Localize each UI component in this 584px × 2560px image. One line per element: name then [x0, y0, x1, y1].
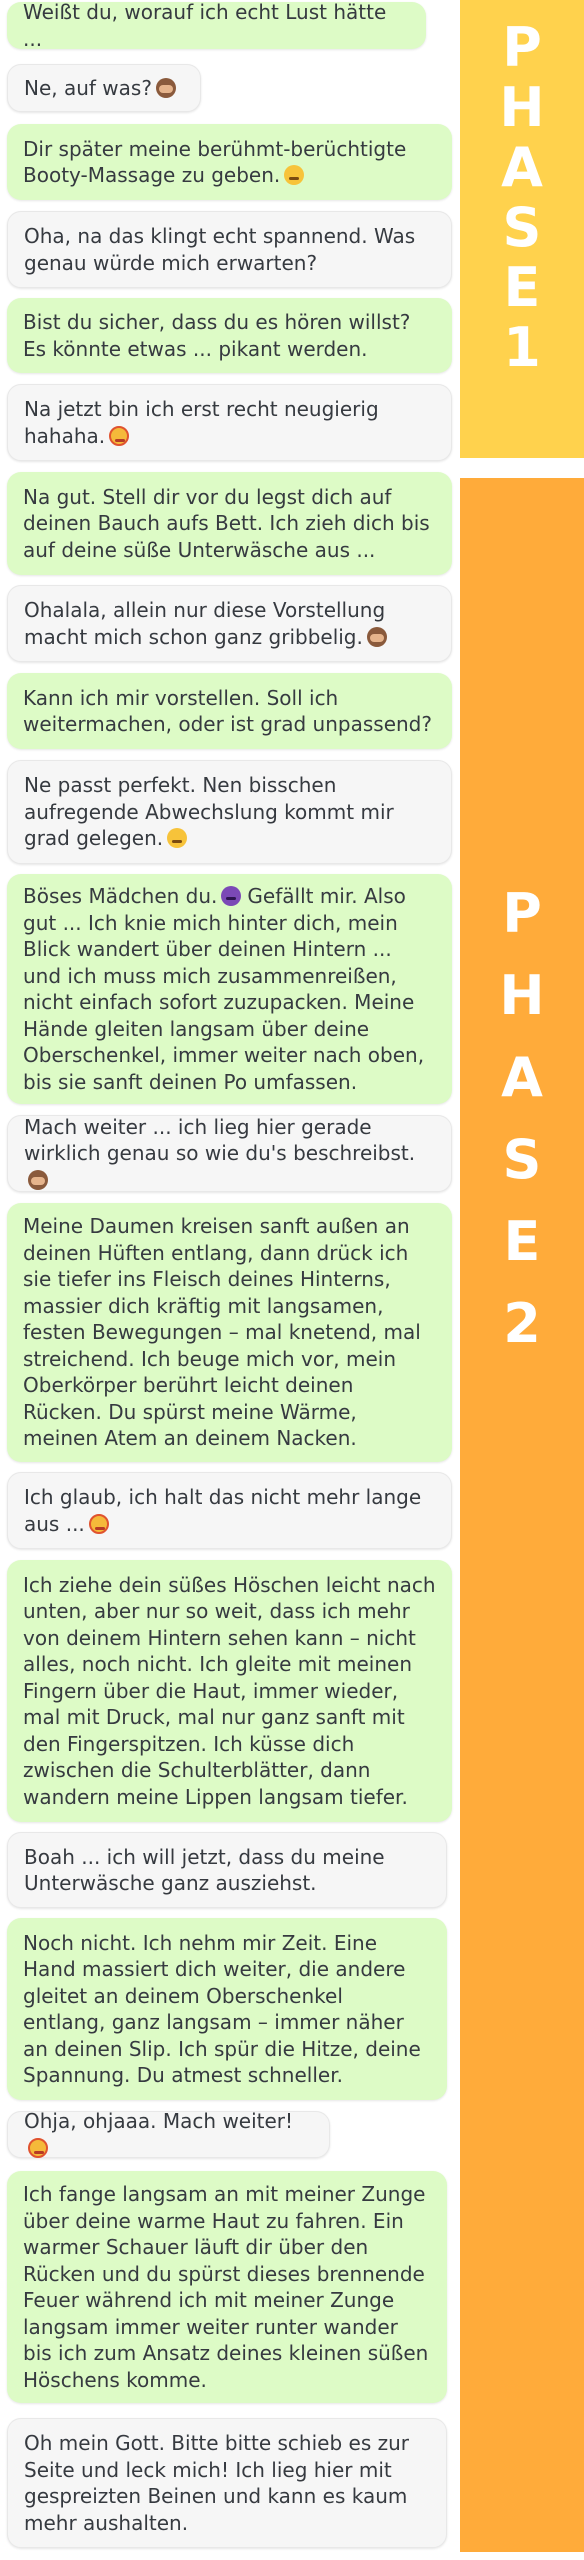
message-text: Na jetzt bin ich erst recht neugierig hahaha. [24, 397, 379, 448]
phase-letter: S [502, 1128, 542, 1191]
message-bubble [7, 1832, 447, 1908]
message-text: Ich glaub, ich halt das nicht mehr lange aus ... [24, 1485, 422, 1536]
message-text: Boah ... ich will jetzt, dass du meine Unterwäsche ganz ausziehst. [24, 1844, 385, 1895]
message-bubble [7, 64, 201, 112]
message-bubble [7, 1472, 452, 1549]
message-text: Ich fange langsam an mit meiner Zunge über deine warme Haut zu fahren. Ein warmer Schauer läuft dir über den Rücken und du spürst dieses brennende Feuer während ich mit meiner Zunge langsam immer weiter runter wander bis ich zum Ansatz deines kleinen süßen Höschens komme. [23, 2182, 429, 2392]
message-bubble [7, 2111, 330, 2158]
message-bubble [7, 673, 452, 749]
phase-letter: S [502, 196, 542, 259]
phase-letter: P [502, 882, 542, 945]
message-bubble [7, 874, 452, 1104]
message-bubble [7, 1203, 452, 1462]
phase-letter: A [501, 136, 543, 199]
winking-face-icon [284, 165, 304, 185]
phase-2-banner [460, 478, 584, 2552]
message-text: Noch nicht. Ich nehm mir Zeit. Eine Hand massiert dich weiter, die andere gleitet an deinem Oberschenkel entlang, ganz langsam – immer näher an deinen Slip. Ich spür die Hitze, deine Spannung. Du atmest schneller. [23, 1930, 421, 2087]
message-text: Ich ziehe dein süßes Höschen leicht nach unten, aber nur so weit, dass ich mehr von deinem Hintern sehen kann – nicht alles, noch nicht. Ich gleite mit meinen Fingern über die Haut, immer wieder, mal mit Druck, mal nur ganz sanft mit den Fingerspitzen. Ich küsse dich zwischen die Schulterblätter, dann wandern meine Lippen langsam tiefer. [23, 1572, 436, 1809]
message-text: Dir später meine berühmt-berüchtigte Booty-Massage zu geben. [23, 136, 407, 187]
phase-letter: H [499, 76, 545, 139]
message-text: Ohja, ohjaaa. Mach weiter! [24, 2108, 313, 2161]
message-bubble [7, 2171, 447, 2403]
message-text: Oha, na das klingt echt spannend. Was genau würde mich erwarten? [24, 224, 416, 275]
winking-face-icon [167, 828, 187, 848]
see-no-evil-monkey-icon [28, 1170, 48, 1190]
message-text: Na gut. Stell dir vor du legst dich auf deinen Bauch aufs Bett. Ich zieh dich bis auf deine süße Unterwäsche aus ... [23, 484, 430, 562]
message-text: Ohalala, allein nur diese Vorstellung macht mich schon ganz gribbelig. [24, 598, 386, 649]
message-bubble [7, 1918, 447, 2100]
message-bubble [7, 2418, 447, 2548]
message-bubble [7, 298, 452, 373]
message-bubble [7, 760, 452, 864]
phase-1-banner [460, 0, 584, 458]
phase-letter: E [503, 256, 541, 319]
message-bubble [7, 124, 452, 200]
flushed-face-icon [89, 1514, 109, 1534]
message-text: Oh mein Gott. Bitte bitte schieb es zur Seite und leck mich! Ich lieg hier mit gespreizten Beinen und kann es kaum mehr aushalten. [24, 2431, 409, 2535]
message-text: Böses Mädchen du. Gefällt mir. Also gut ... Ich knie mich hinter dich, mein Blick wandert über deinen Hintern ... und ich muss mich zusammenreißen, nicht einfach sofort zuzupacken. Meine Hände gleiten langsam über deine Oberschenkel, immer weiter nach oben, bis sie sanft deinen Po umfassen. [23, 884, 425, 1094]
smiling-devil-icon [221, 886, 241, 906]
phase-letter: 1 [503, 316, 541, 379]
phase-letter: 2 [503, 1292, 541, 1355]
message-bubble [7, 1560, 452, 1822]
message-bubble [7, 2, 426, 49]
phase-letter: H [499, 964, 545, 1027]
phase-letter: E [503, 1210, 541, 1273]
message-bubble [7, 211, 452, 288]
phase-letter: A [501, 1046, 543, 1109]
message-bubble [7, 1115, 452, 1192]
flushed-face-icon [109, 426, 129, 446]
message-text: Kann ich mir vorstellen. Soll ich weitermachen, oder ist grad unpassend? [23, 685, 432, 736]
message-text: Bist du sicher, dass du es hören willst? Es könnte etwas ... pikant werden. [23, 310, 411, 361]
phase-letter: P [502, 16, 542, 79]
message-text: Weißt du, worauf ich echt Lust hätte ... [23, 0, 387, 51]
message-bubble [7, 585, 452, 662]
message-text: Mach weiter ... ich lieg hier gerade wirklich genau so wie du's beschreibst. [24, 1114, 435, 1194]
flushed-face-icon [28, 2138, 48, 2158]
message-bubble [7, 384, 452, 461]
message-text: Ne, auf was? [24, 75, 176, 102]
see-no-evil-monkey-icon [156, 78, 176, 98]
message-text: Ne passt perfekt. Nen bisschen aufregende Abwechslung kommt mir grad gelegen. [24, 773, 394, 851]
message-bubble [7, 472, 452, 575]
message-text: Meine Daumen kreisen sanft außen an deinen Hüften entlang, dann drück ich sie tiefer ins Fleisch deines Hinterns, massier dich kräftig mit langsamen, festen Bewegungen – mal knetend, mal streichend. Ich beuge mich vor, mein Oberkörper berührt leicht deinen Rücken. Du spürst meine Wärme, meinen Atem an deinem Nacken. [23, 1214, 421, 1451]
see-no-evil-monkey-icon [367, 627, 387, 647]
